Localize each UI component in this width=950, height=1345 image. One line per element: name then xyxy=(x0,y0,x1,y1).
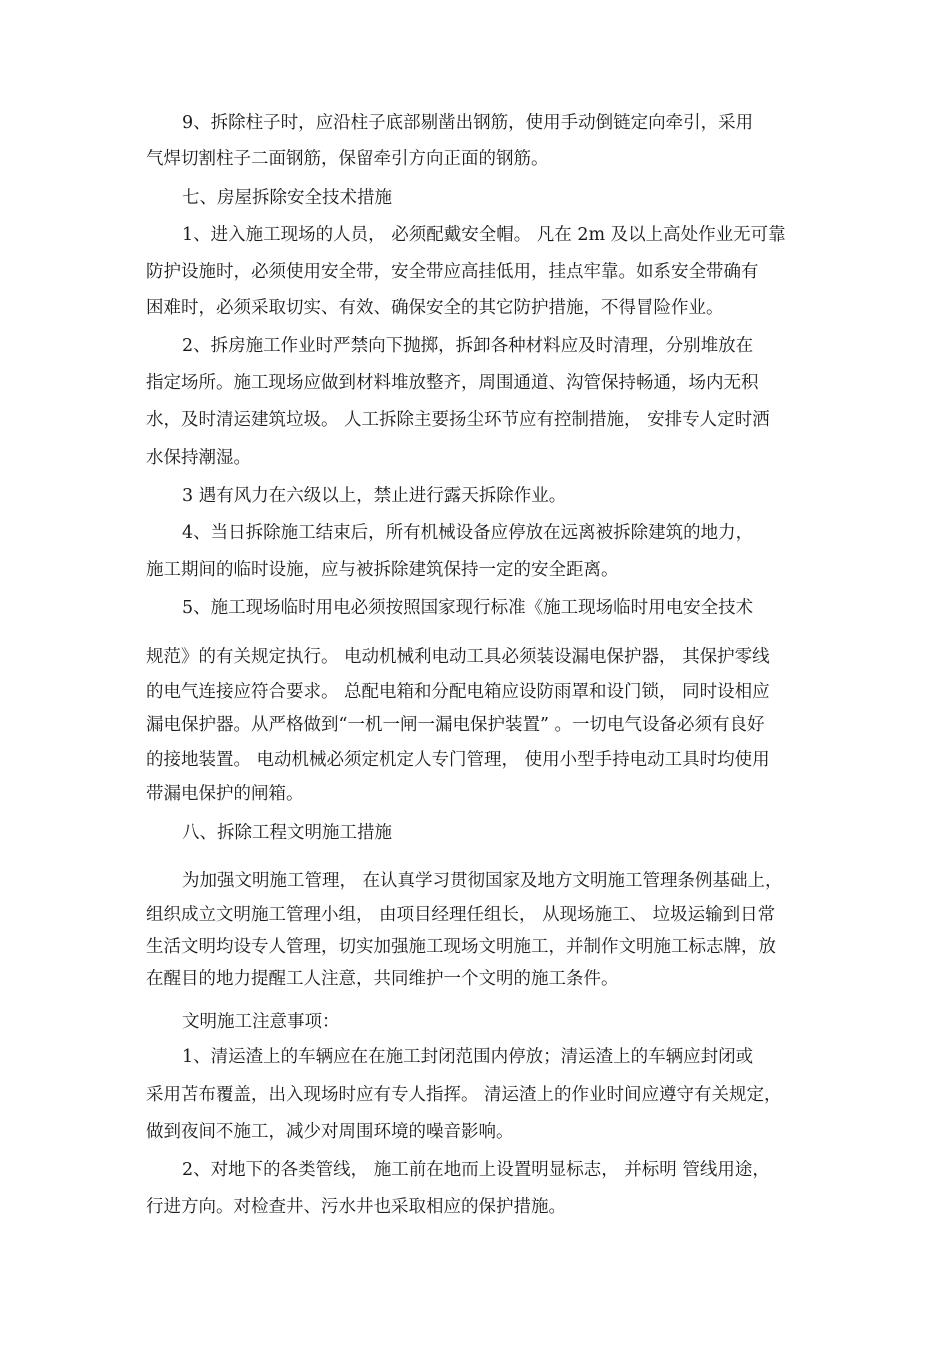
text-line: 4、当日拆除施工结束后，所有机械设备应停放在远离被拆除建筑的地力， xyxy=(182,523,754,543)
text-line: 做到夜间不施工，减少对周围环境的噪音影响。 xyxy=(146,1122,514,1142)
text-line: 防护设施时，必须使用安全带，安全带应高挂低用，挂点牢靠。如系安全带确有 xyxy=(146,262,759,282)
text-line: 1、进入施工现场的人员， 必须配戴安全帽。 凡在 2m 及以上高处作业无可靠 xyxy=(182,225,786,245)
text-line: 行进方向。对检查井、污水井也采取相应的保护措施。 xyxy=(146,1197,566,1217)
text-line: 水，及时清运建筑垃圾。 人工拆除主要扬尘环节应有控制措施， 安排专人定时洒 xyxy=(146,410,770,430)
text-line: 气焊切割柱子二面钢筋，保留牵引方向正面的钢筋。 xyxy=(146,149,549,169)
section-heading: 八、拆除工程文明施工措施 xyxy=(182,823,392,843)
text-line: 1、清运渣上的车辆应在在施工封闭范围内停放；清运渣上的车辆应封闭或 xyxy=(182,1047,754,1067)
text-line: 生活文明均设专人管理，切实加强施工现场文明施工，并制作文明施工标志牌，放 xyxy=(146,937,776,957)
text-line: 困难时，必须采取切实、有效、确保安全的其它防护措施，不得冒险作业。 xyxy=(146,298,724,318)
section-heading: 七、房屋拆除安全技术措施 xyxy=(182,188,392,208)
text-line: 的接地装置。 电动机械必须定机定人专门管理， 使用小型手持电动工具时均使用 xyxy=(146,750,770,770)
text-line: 3 遇有风力在六级以上，禁止进行露天拆除作业。 xyxy=(182,486,567,506)
text-line: 2、拆房施工作业时严禁向下抛掷，拆卸各种材料应及时清理，分别堆放在 xyxy=(182,336,754,356)
text-line: 漏电保护器。从严格做到“一机一闸一漏电保护装置” 。一切电气设备必须有良好 xyxy=(146,715,765,735)
text-line: 在醒目的地力提醒工人注意，共同维护一个文明的施工条件。 xyxy=(146,969,619,989)
text-line: 水保持潮湿。 xyxy=(146,448,251,468)
text-line: 指定场所。施工现场应做到材料堆放整齐，周围通道、沟管保持畅通，场内无积 xyxy=(146,373,759,393)
text-line: 施工期间的临时设施，应与被拆除建筑保持一定的安全距离。 xyxy=(146,560,619,580)
text-line: 采用苫布覆盖，出入现场时应有专人指挥。 清运渣上的作业时间应遵守有关规定， xyxy=(146,1085,782,1105)
text-line: 组织成立文明施工管理小组， 由项目经理任组长， 从现场施工、 垃圾运输到日常 xyxy=(146,905,776,925)
text-line: 的电气连接应符合要求。 总配电箱和分配电箱应设防雨罩和设门锁， 同时设相应 xyxy=(146,682,770,702)
text-line: 9、拆除柱子时，应沿柱子底部剔凿出钢筋，使用手动倒链定向牵引，采用 xyxy=(182,113,754,133)
text-line: 5、施工现场临时用电必须按照国家现行标准《施工现场临时用电安全技术 xyxy=(182,598,754,618)
text-line: 文明施工注意事项： xyxy=(182,1012,340,1032)
text-line: 规范》的有关规定执行。 电动机械利电动工具必须装设漏电保护器， 其保护零线 xyxy=(146,647,770,667)
text-line: 带漏电保护的闸箱。 xyxy=(146,784,304,804)
text-line: 2、对地下的各类管线， 施工前在地而上设置明显标志， 并标明 管线用途， xyxy=(182,1160,770,1180)
text-line: 为加强文明施工管理， 在认真学习贯彻国家及地方文明施工管理条例基础上， xyxy=(182,871,783,891)
